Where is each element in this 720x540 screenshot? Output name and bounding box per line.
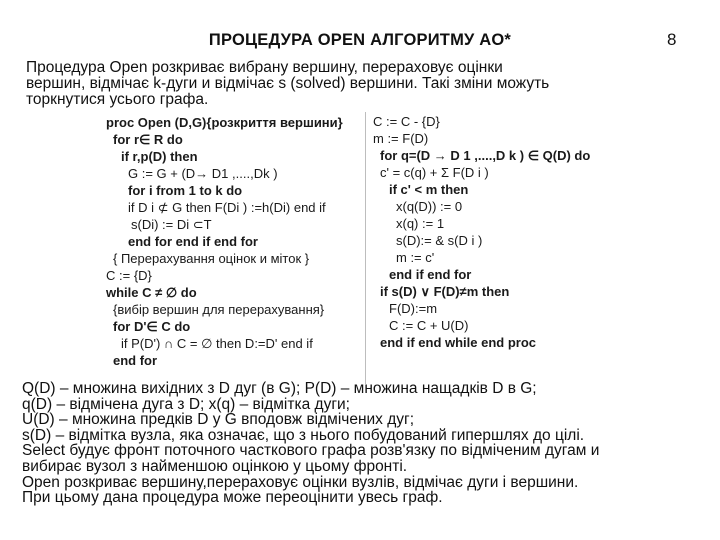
intro-line: торкнутися усього графа.	[26, 90, 209, 108]
code-line: while C ≠ ∅ do	[106, 285, 197, 300]
code-line: {вибір вершин для перерахування}	[113, 302, 325, 317]
code-line: for q=(D → D 1 ,....,D k ) ∈ Q(D) do	[380, 148, 591, 163]
code-line: { Перерахування оцінок и міток }	[113, 251, 310, 266]
code-line: if D i ⊄ G then F(Di ) :=h(Di) end if	[128, 200, 326, 215]
code-line: for i from 1 to k do	[128, 183, 243, 198]
definition-line: U(D) – множина предків D у G вподовж відмічених дуг;	[22, 411, 414, 429]
code-line: G := G + (D→ D1 ,....,Dk )	[128, 166, 278, 181]
definition-line: При цьому дана процедура може переоцінити увесь граф.	[22, 489, 443, 507]
code-line: end if end while end proc	[380, 335, 537, 350]
code-line: if P(D') ∩ C = ∅ then D:=D' end if	[121, 336, 313, 351]
code-line: s(Di) := Di ⊂T	[131, 217, 212, 232]
code-border	[365, 112, 366, 384]
code-block-right	[370, 112, 630, 352]
code-line: m := c'	[396, 250, 435, 265]
intro-text	[26, 60, 706, 107]
code-line: end if end for	[389, 267, 472, 282]
intro-line: Процедура Open розкриває вибрану вершину, перераховує оцінки	[26, 59, 503, 76]
code-line: proc Open (D,G){розкриття вершини}	[106, 115, 343, 130]
code-line: F(D):=m	[389, 301, 438, 316]
page-number: 8	[667, 30, 677, 49]
code-line: C := {D}	[106, 268, 152, 283]
intro-line: вершин, відмічає k-дуги и відмічає s (solved) вершини. Такі зміни можуть	[26, 74, 550, 92]
code-line: c' = c(q) + Σ F(D i )	[380, 165, 489, 180]
code-line: end for	[113, 353, 158, 368]
code-block-left	[101, 112, 366, 384]
definition-line: Q(D) – множина вихідних з D дуг (в G); P(D) – множина нащадків D в G;	[22, 380, 537, 397]
code-line: for D'∈ C do	[113, 319, 191, 334]
code-line: if r,p(D) then	[121, 149, 198, 164]
code-line: C := C + U(D)	[389, 318, 469, 333]
definition-line: q(D) – відмічена дуга з D; x(q) – відмітка дуги;	[22, 395, 350, 413]
code-line: C := C - {D}	[373, 114, 440, 129]
code-line: m := F(D)	[373, 131, 429, 146]
code-line: for r∈ R do	[113, 132, 183, 147]
definition-line: вибирає вузол з найменшою оцінкою у цьому фронті.	[22, 457, 408, 475]
code-line: if s(D) ∨ F(D)≠m then	[380, 284, 510, 299]
definitions-text	[22, 381, 712, 506]
definition-line: s(D) – відмітка вузла, яка означає, що з нього побудований гипершлях до цілі.	[22, 426, 585, 444]
code-line: end for end if end for	[128, 234, 258, 249]
code-line: x(q(D)) := 0	[396, 199, 463, 214]
definition-line: Select будує фронт поточного часткового графа розв'язку по відміченим дугам и	[22, 442, 600, 460]
slide-title: ПРОЦЕДУРА OPEN АЛГОРИТМУ AO*	[208, 31, 512, 49]
code-line: x(q) := 1	[396, 216, 445, 231]
code-line: if c' < m then	[389, 182, 469, 197]
definition-line: Open розкриває вершину,перераховує оцінки вузлів, відмічає дуги і вершини.	[22, 473, 579, 491]
code-line: s(D):= & s(D i )	[396, 233, 483, 248]
